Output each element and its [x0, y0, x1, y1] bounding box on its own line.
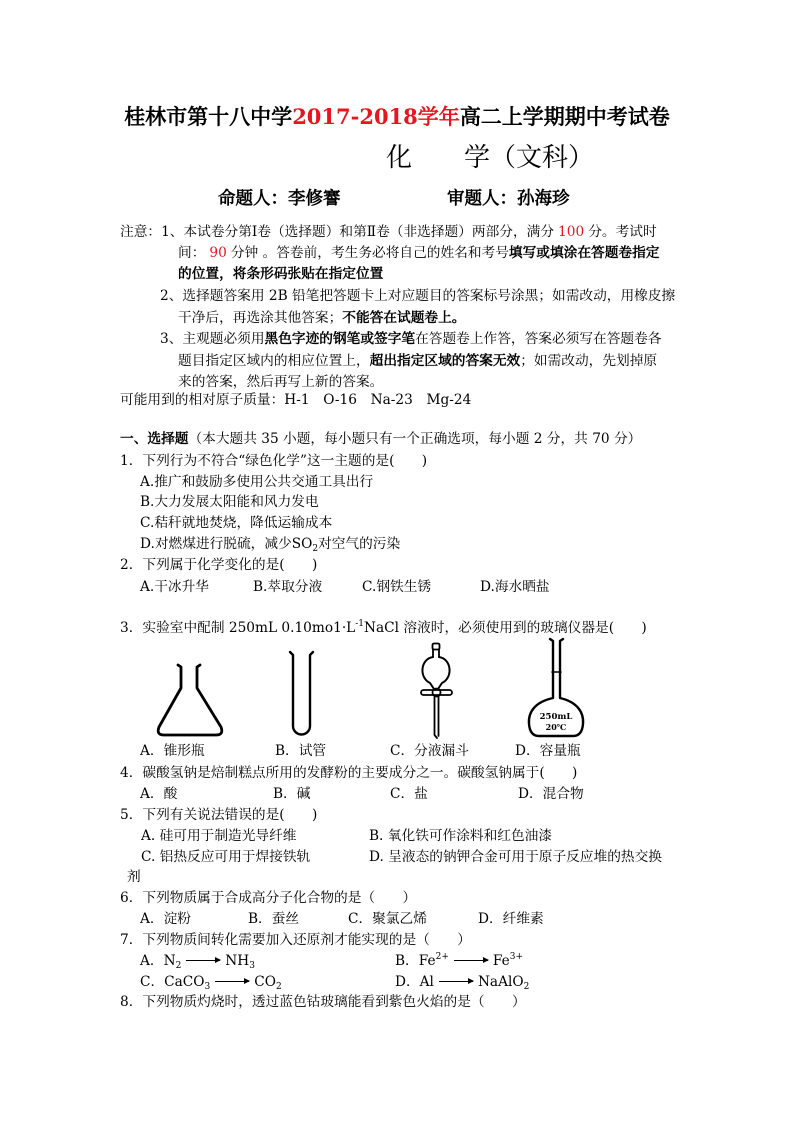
superscript: 3+: [509, 952, 524, 962]
q7-option-c: [140, 974, 282, 990]
exam-term: 高二上学期期中考试卷: [459, 104, 670, 129]
notes-emphasis: 超出指定区域的答案无效: [369, 353, 521, 369]
notes-text: 间：: [178, 245, 206, 261]
notes-text: 在答题卷上作答，答案必须写在答题卷各: [415, 331, 662, 347]
subscript: 2: [275, 982, 282, 992]
subscript: 2: [175, 961, 182, 971]
notes-line-4: 2、选择题答案用 2B 铅笔把答题卡上对应题目的答案标号涂黑；如需改动，用橡皮擦: [160, 288, 676, 304]
stem-text: 3．实验室中配制 250mL 0.10mo1·L: [120, 620, 356, 636]
q3-stem: [120, 620, 647, 636]
q1-option-a: A.推广和鼓励多使用公共交通工具出行: [140, 474, 374, 490]
q7-option-b: [395, 953, 523, 969]
q2-option-a: A.干冰升华: [140, 579, 209, 595]
q6-option-c: C．聚氯乙烯: [348, 911, 427, 927]
notes-text: 分钟 。答卷前，考生务必将自己的姓名和考号: [230, 245, 509, 261]
funnel-stopcock: [421, 690, 452, 695]
duration-value: 90: [209, 245, 227, 261]
formula-text: A．N: [140, 953, 176, 969]
funnel-neck: [433, 650, 439, 658]
stem-text: NaCl 溶液时，必须使用到的玻璃仪器是( ): [364, 620, 647, 636]
q5-option-d-continuation: 剂: [127, 869, 141, 885]
q3-option-d: D．容量瓶: [515, 743, 581, 759]
notes-text: 干净后，再选涂其他答案；: [178, 310, 343, 326]
subscript: 2: [312, 544, 319, 554]
section-heading: [120, 431, 641, 447]
option-text: D.对燃煤进行脱硫，减少SO: [140, 536, 313, 552]
notes-text: 题目指定区域内的相应位置上，: [178, 353, 370, 369]
q7-stem: 7．下列物质间转化需要加入还原剂才能实现的是（ ）: [120, 932, 471, 948]
q5-option-c: C. 铝热反应可用于焊接铁轨: [141, 849, 311, 865]
setter-name: 命题人：李修謇: [218, 189, 341, 209]
q8-stem: 8．下列物质灼烧时，透过蓝色钴玻璃能看到紫色火焰的是（ ）: [120, 994, 526, 1010]
flask-volume-label: 250mL: [539, 712, 573, 722]
tube-outline: [290, 652, 313, 735]
q6-option-b: B．蚕丝: [248, 911, 300, 927]
q6-option-a: A．淀粉: [140, 911, 191, 927]
q4-stem: 4．碳酸氢钠是焙制糕点所用的发酵粉的主要成分之一。碳酸氢钠属于( ): [120, 765, 578, 781]
formula-text: Fe: [492, 953, 510, 969]
notes-line-2: [178, 245, 660, 261]
subject-title: 化 学（文科）: [386, 143, 595, 173]
erlenmeyer-flask-icon: [150, 660, 230, 740]
q3-option-b: B．试管: [275, 743, 327, 759]
q2-option-c: C.钢铁生锈: [362, 579, 432, 595]
notes-text: 3、主观题必须用: [160, 331, 265, 347]
q1-stem: 1．下列行为不符合“绿色化学”这一主题的是( ): [120, 453, 428, 469]
flask-outline: [158, 665, 222, 735]
formula-text: NH: [225, 953, 250, 969]
reaction-arrow-icon: [439, 981, 473, 982]
notes-line-7: [178, 353, 657, 369]
superscript: 2+: [435, 952, 449, 962]
atomic-masses: 可能用到的相对原子质量：H-1 O-16 Na-23 Mg-24: [120, 392, 472, 408]
full-score-value: 100: [558, 224, 585, 240]
notes-emphasis: 黑色字迹的钢笔或签字笔: [264, 331, 416, 347]
q4-option-d: D．混合物: [518, 786, 584, 802]
notes-emphasis: 填写或填涂在答题卷指定: [508, 245, 660, 261]
formula-text: B．Fe: [395, 953, 436, 969]
notes-line-5: [178, 310, 465, 326]
q3-option-c: C．分液漏斗: [390, 743, 469, 759]
q5-option-b: B. 氧化铁可作涂料和红色油漆: [369, 828, 553, 844]
subscript: 3: [204, 982, 211, 992]
notes-emphasis: 不能答在试题卷上。: [342, 310, 466, 326]
reaction-arrow-icon: [186, 960, 220, 961]
formula-text: CO: [254, 974, 276, 990]
q3-option-a: A．锥形瓶: [140, 743, 205, 759]
q4-option-b: B．碱: [273, 786, 311, 802]
superscript: -1: [355, 619, 365, 629]
notes-line-6: [160, 331, 662, 347]
q7-option-d: [395, 974, 529, 990]
q2-option-b: B.萃取分液: [253, 579, 323, 595]
flask-temperature-label: 20℃: [545, 722, 567, 732]
funnel-stopper: [433, 644, 440, 650]
funnel-bulb: [422, 657, 449, 689]
funnel-stem: [435, 697, 439, 739]
q2-stem: 2．下列属于化学变化的是( ): [120, 557, 318, 573]
volumetric-flask-icon: [522, 636, 590, 740]
q6-stem: 6．下列物质属于合成高分子化合物的是（ ）: [120, 890, 417, 906]
reaction-arrow-icon: [215, 981, 249, 982]
notes-text: 分。考试时: [588, 224, 657, 240]
section-title: 一、选择题: [120, 431, 189, 447]
notes-line-8: 来的答案，然后再写上新的答案。: [178, 374, 384, 390]
exam-title: [0, 104, 794, 130]
test-tube-icon: [285, 648, 319, 740]
subscript: 2: [523, 982, 530, 992]
notes-line-1: [120, 224, 657, 240]
q5-option-d: D. 呈液态的钠钾合金可用于原子反应堆的热交换: [369, 849, 662, 865]
q7-option-a: [140, 953, 255, 969]
q5-option-a: A. 硅可用于制造光导纤维: [141, 828, 297, 844]
reaction-arrow-icon: [454, 960, 488, 961]
separatory-funnel-icon: [412, 640, 462, 742]
q1-option-b: B.大力发展太阳能和风力发电: [140, 494, 319, 510]
q6-option-d: D．纤维素: [478, 911, 544, 927]
formula-text: C．CaCO: [140, 974, 205, 990]
school-name: 桂林市第十八中学: [124, 104, 293, 129]
q5-stem: 5．下列有关说法错误的是( ): [120, 807, 318, 823]
q1-option-c: C.秸秆就地焚烧，降低运输成本: [140, 515, 333, 531]
q4-option-c: C．盐: [390, 786, 428, 802]
q4-option-a: A．酸: [140, 786, 178, 802]
subscript: 3: [249, 961, 255, 971]
section-description: （本大题共 35 小题，每小题只有一个正确选项，每小题 2 分，共 70 分）: [188, 431, 642, 447]
notes-line-3: 的位置，将条形码张贴在指定位置: [178, 266, 384, 282]
reviewer-name: 审题人：孙海珍: [447, 189, 570, 209]
q1-option-d: [140, 536, 400, 552]
formula-text: D．Al: [395, 974, 434, 990]
academic-year: 2017-2018学年: [292, 104, 460, 129]
option-text: 对空气的污染: [318, 536, 401, 552]
notes-text: 注意：1、本试卷分第Ⅰ卷（选择题）和第Ⅱ卷（非选择题）两部分，满分: [120, 224, 555, 240]
q2-option-d: D.海水晒盐: [480, 579, 550, 595]
notes-text: ；如需改动，先划掉原: [520, 353, 658, 369]
formula-text: NaAlO: [477, 974, 524, 990]
